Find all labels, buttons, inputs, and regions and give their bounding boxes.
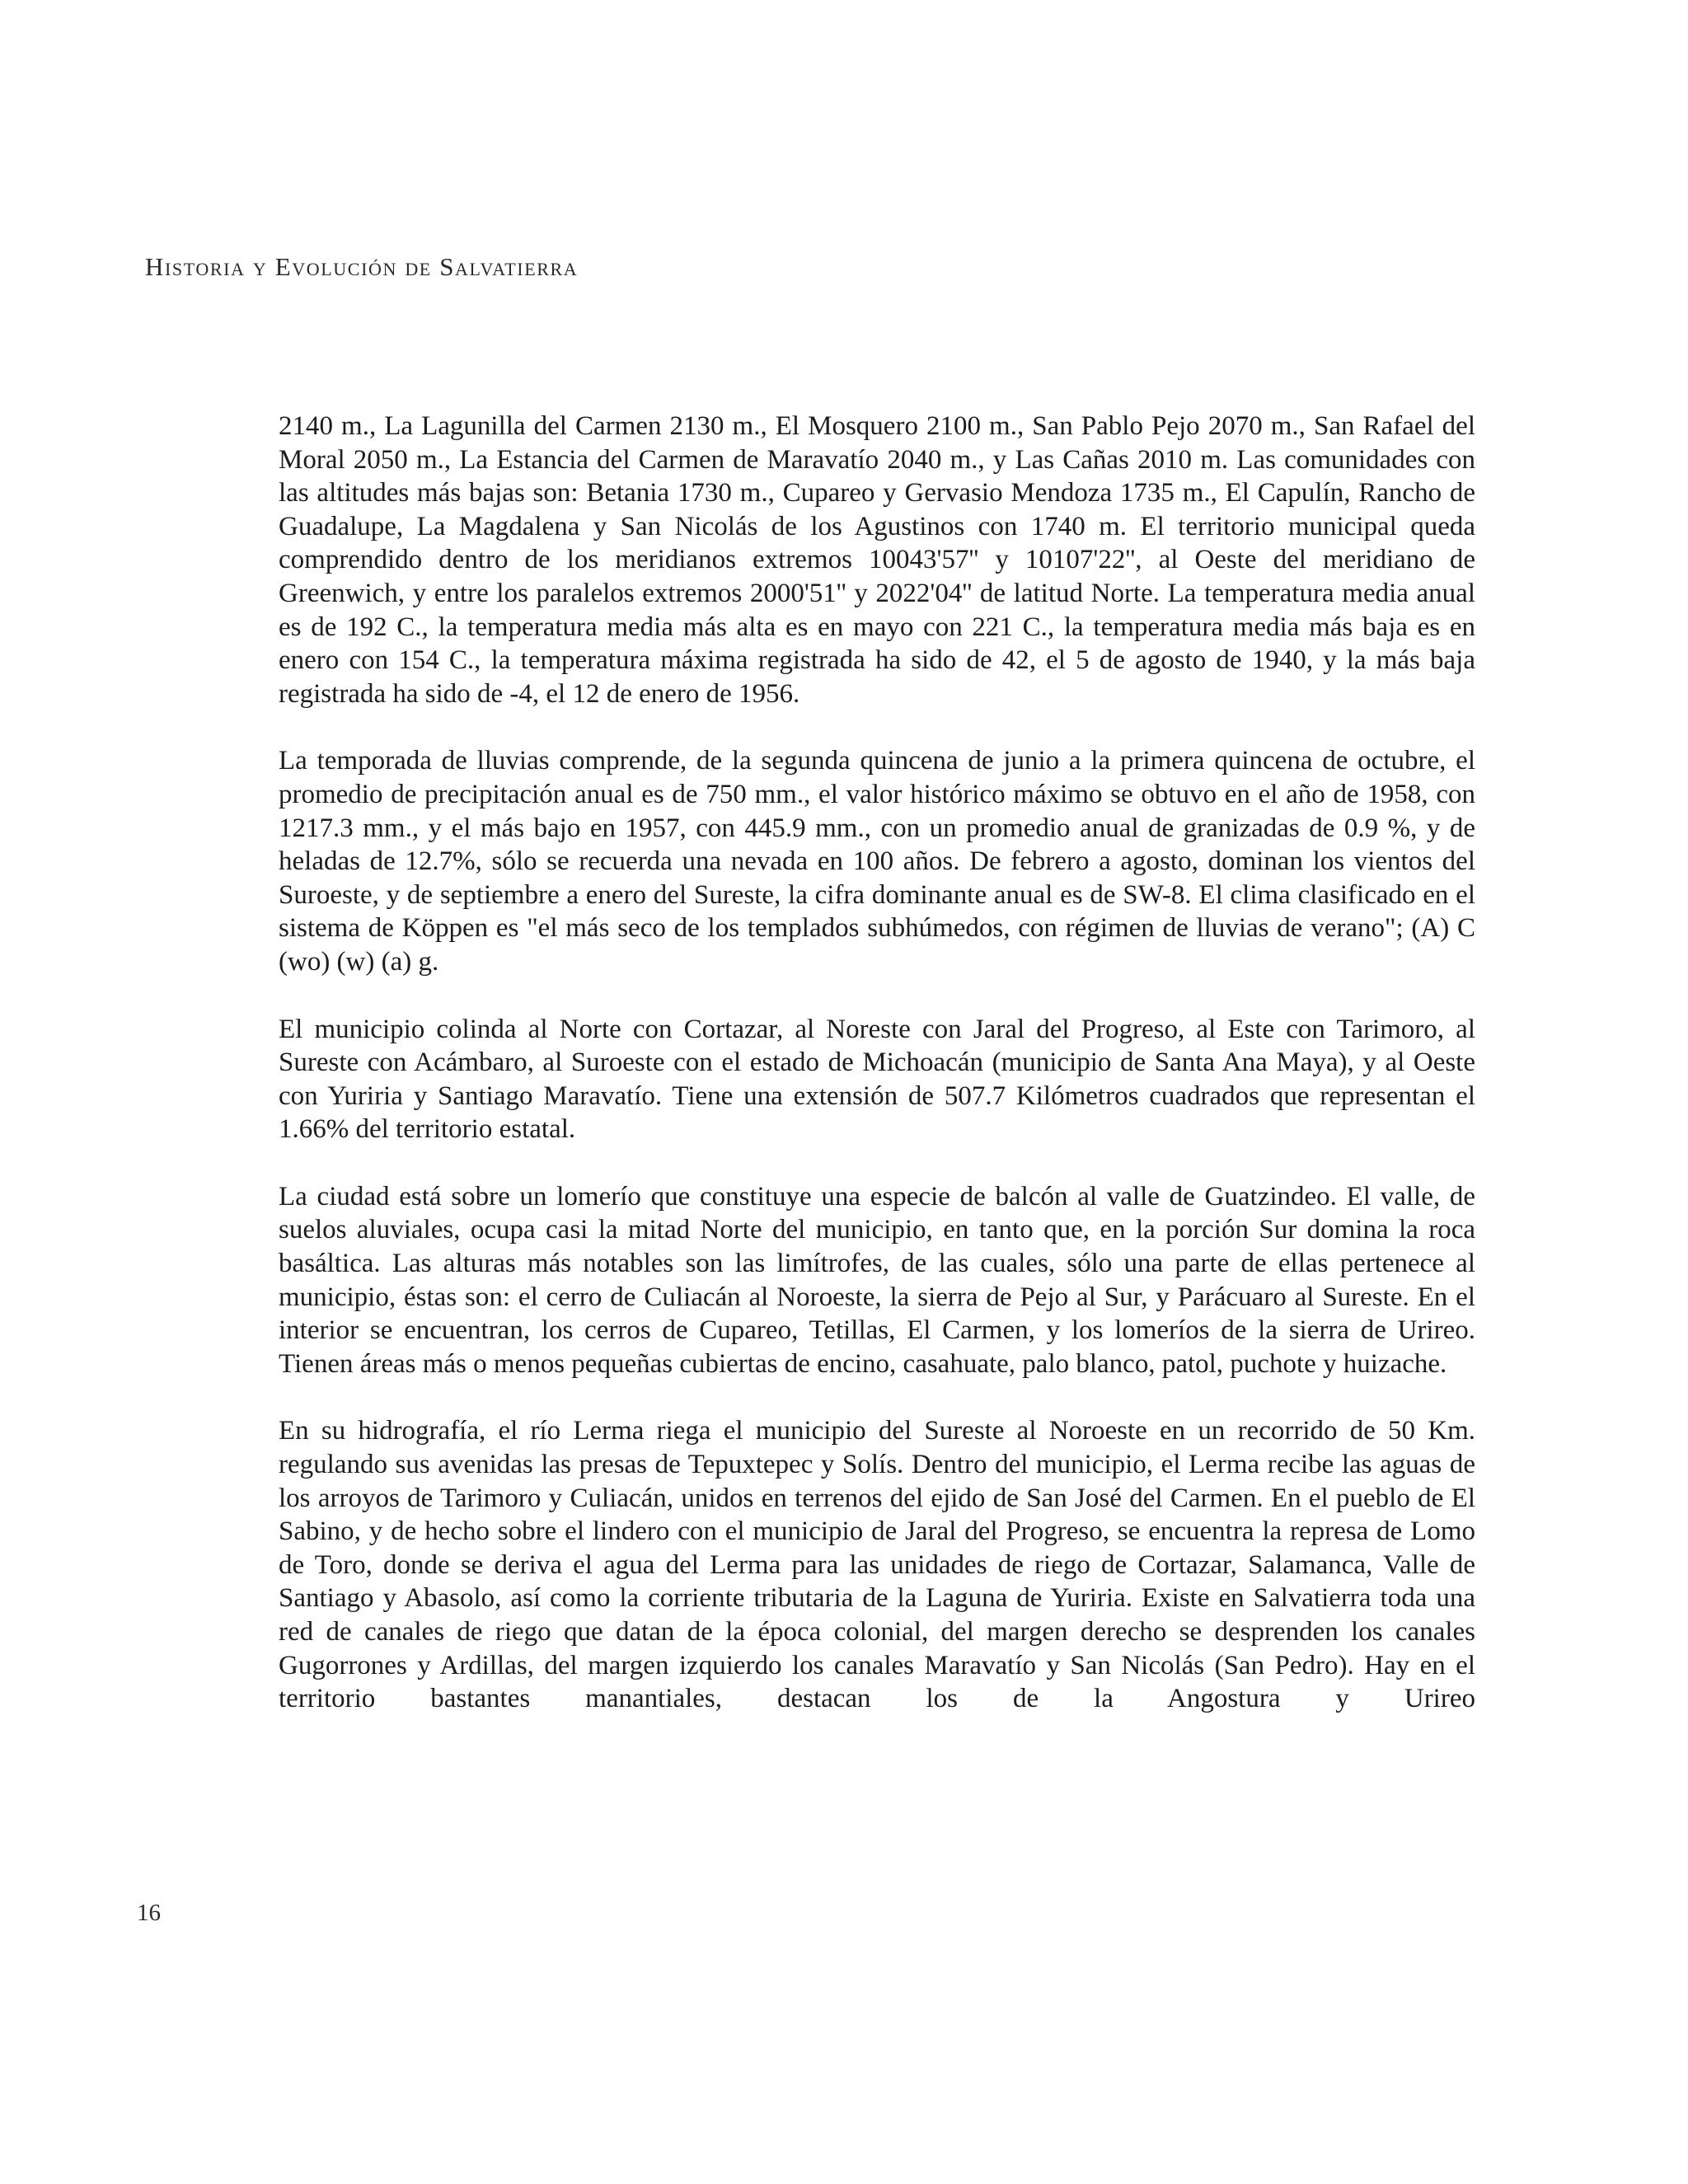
paragraph-altitudes-climate: 2140 m., La Lagunilla del Carmen 2130 m., El Mosquero 2100 m., San Pablo Pejo 2070 m., San Rafael del Moral 2050 m., La Estancia del Carmen de Maravatío 2040 m., y Las Cañas 2010 m. Las comunidades con las altitudes más bajas son: Betania 1730 m., Cupareo y Gervasio Mendoza 1735 m., El Capulín, Rancho de Guadalupe, La Magdalena y San Nicolás de los Agustinos con 1740 m. El territorio municipal queda comprendido dentro de los meridianos extremos 10043'57'' y 10107'22'', al Oeste del meridiano de Greenwich, y entre los paralelos extremos 2000'51'' y 2022'04'' de latitud Norte. La temperatura media anual es de 192 C., la temperatura media más alta es en mayo con 221 C., la temperatura media más baja es en enero con 154 C., la temperatura máxima registrada ha sido de 42, el 5 de agosto de 1940, y la más baja registrada ha sido de -4, el 12 de enero de 1956. bbox=[279, 411, 1475, 709]
running-header: Historia y Evolución de Salvatierra bbox=[145, 252, 579, 281]
body-text bbox=[279, 410, 1475, 1750]
paragraph-boundaries: El municipio colinda al Norte con Cortazar, al Noreste con Jaral del Progreso, al Este con Tarimoro, al Sureste con Acámbaro, al Suroeste con el estado de Michoacán (municipio de Santa Ana Maya), y al Oeste con Yuriria y Santiago Maravatío. Tiene una extensión de 507.7 Kilómetros cuadrados que representan el 1.66% del territorio estatal. bbox=[279, 1014, 1475, 1145]
paragraph-hydrography: En su hidrografía, el río Lerma riega el municipio del Sureste al Noroeste en un recorrido de 50 Km. regulando sus avenidas las presas de Tepuxtepec y Solís. Dentro del municipio, el Lerma recibe las aguas de los arroyos de Tarimoro y Culiacán, unidos en terrenos del ejido de San José del Carmen. En el pueblo de El Sabino, y de hecho sobre el lindero con el municipio de Jaral del Progreso, se encuentra la represa de Lomo de Toro, donde se deriva el agua del Lerma para las unidades de riego de Cortazar, Salamanca, Valle de Santiago y Abasolo, así como la corriente tributaria de la Laguna de Yuriria. Existe en Salvatierra toda una red de canales de riego que datan de la época colonial, del margen derecho se desprenden los canales Gugorrones y Ardillas, del margen izquierdo los canales Maravatío y San Nicolás (San Pedro). Hay en el territorio bastantes manantiales, destacan los de la Angostura y Urireo bbox=[279, 1416, 1475, 1714]
paragraph-rainfall: La temporada de lluvias comprende, de la segunda quincena de junio a la primera quincena de octubre, el promedio de precipitación anual es de 750 mm., el valor histórico máximo se obtuvo en el año de 1958, con 1217.3 mm., y el más bajo en 1957, con 445.9 mm., con un promedio anual de granizadas de 0.9 %, y de heladas de 12.7%, sólo se recuerda una nevada en 100 años. De febrero a agosto, dominan los vientos del Suroeste, y de septiembre a enero del Sureste, la cifra dominante anual es de SW-8. El clima clasificado en el sistema de Köppen es "el más seco de los templados subhúmedos, con régimen de lluvias de verano"; (A) C (wo) (w) (a) g. bbox=[279, 746, 1475, 977]
page-number: 16 bbox=[137, 1900, 161, 1926]
paragraph-relief: La ciudad está sobre un lomerío que constituye una especie de balcón al valle de Guatzindeo. El valle, de suelos aluviales, ocupa casi la mitad Norte del municipio, en tanto que, en la porción Sur domina la roca basáltica. Las alturas más notables son las limítrofes, de las cuales, sólo una parte de ellas pertenece al municipio, éstas son: el cerro de Culiacán al Noroeste, la sierra de Pejo al Sur, y Parácuaro al Sureste. En el interior se encuentran, los cerros de Cupareo, Tetillas, El Carmen, y los lomeríos de la sierra de Urireo. Tienen áreas más o menos pequeñas cubiertas de encino, casahuate, palo blanco, patol, puchote y huizache. bbox=[279, 1181, 1475, 1379]
